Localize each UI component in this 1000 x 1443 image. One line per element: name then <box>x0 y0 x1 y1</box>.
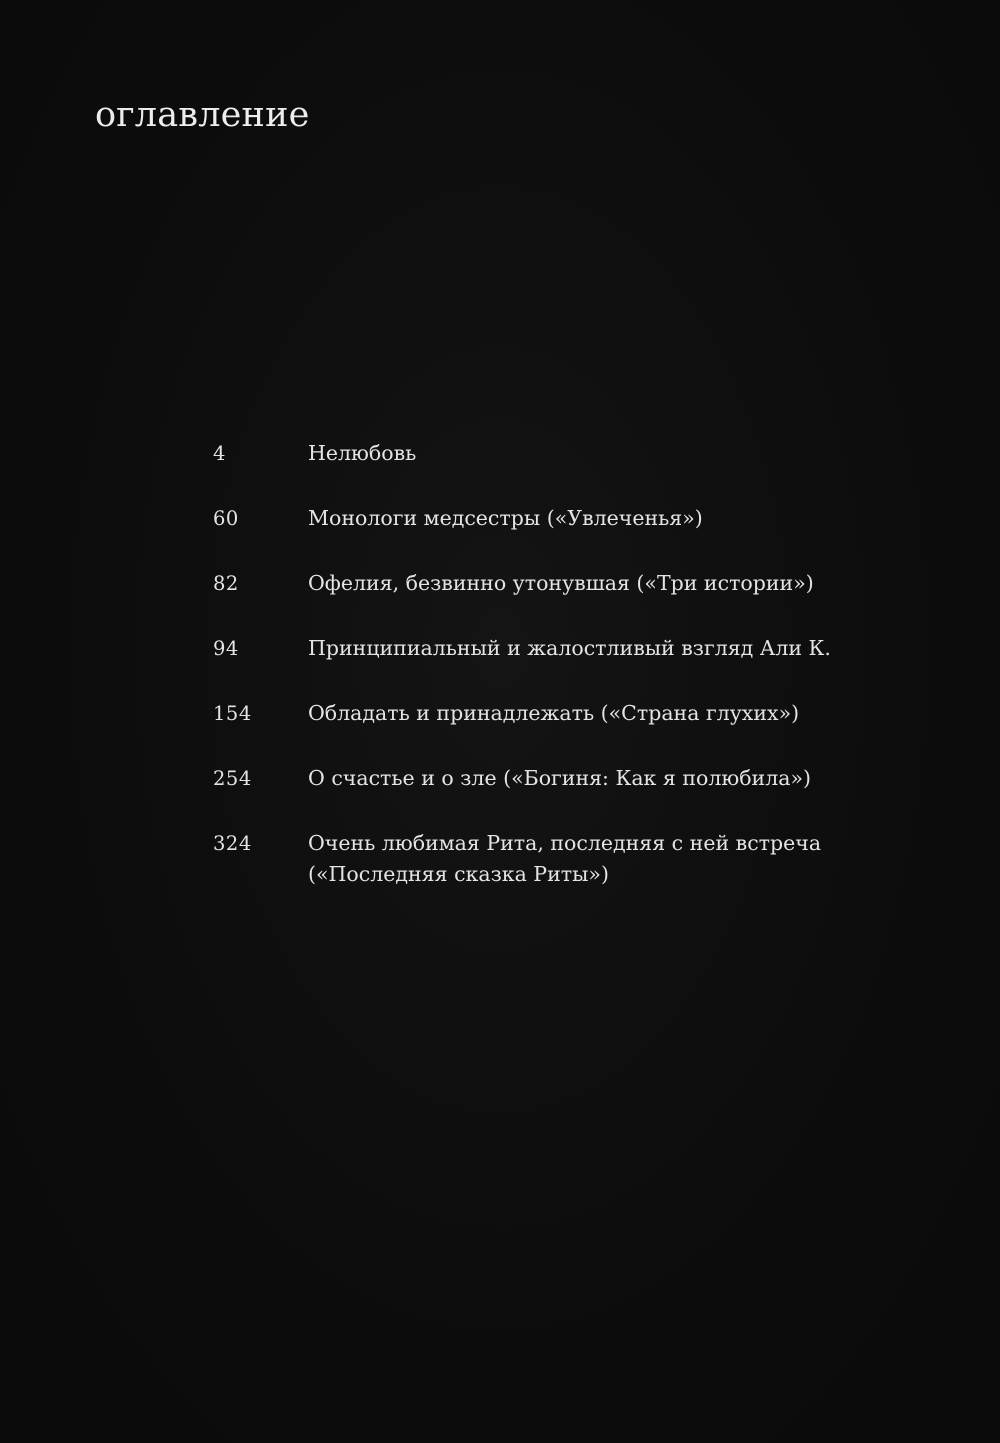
toc-title-line: Обладать и принадлежать («Страна глухих») <box>308 701 800 725</box>
toc-title <box>308 438 953 469</box>
toc-entry <box>213 763 953 828</box>
toc-entry <box>213 438 953 503</box>
toc-title-line: Очень любимая Рита, последняя с ней встреча <box>308 831 822 855</box>
toc-title <box>308 763 953 794</box>
toc-title-line: Нелюбовь <box>308 441 417 465</box>
toc-title-line: Монологи медсестры («Увлеченья») <box>308 506 703 530</box>
toc-page-number: 82 <box>213 572 239 595</box>
toc-entry <box>213 568 953 633</box>
toc-title <box>308 828 953 890</box>
toc-title-line: Принципиальный и жалостливый взгляд Али К. <box>308 636 831 660</box>
toc-title <box>308 503 953 534</box>
toc-page-number: 324 <box>213 832 252 855</box>
toc-page-number: 94 <box>213 637 239 660</box>
toc-entry <box>213 828 953 898</box>
toc-title <box>308 698 953 729</box>
toc-entry <box>213 633 953 698</box>
toc-title-line: Офелия, безвинно утонувшая («Три истории») <box>308 571 814 595</box>
toc-page-number: 154 <box>213 702 252 725</box>
toc-page-number: 254 <box>213 767 252 790</box>
toc-title <box>308 568 953 599</box>
toc-entry <box>213 503 953 568</box>
toc-entry <box>213 698 953 763</box>
table-of-contents <box>213 438 953 898</box>
toc-page-number: 4 <box>213 442 226 465</box>
page-title: оглавление <box>95 95 310 135</box>
toc-title <box>308 633 953 664</box>
toc-title-line: О счастье и о зле («Богиня: Как я полюбила») <box>308 766 812 790</box>
toc-page-number: 60 <box>213 507 239 530</box>
toc-title-line: («Последняя сказка Риты») <box>308 862 609 886</box>
